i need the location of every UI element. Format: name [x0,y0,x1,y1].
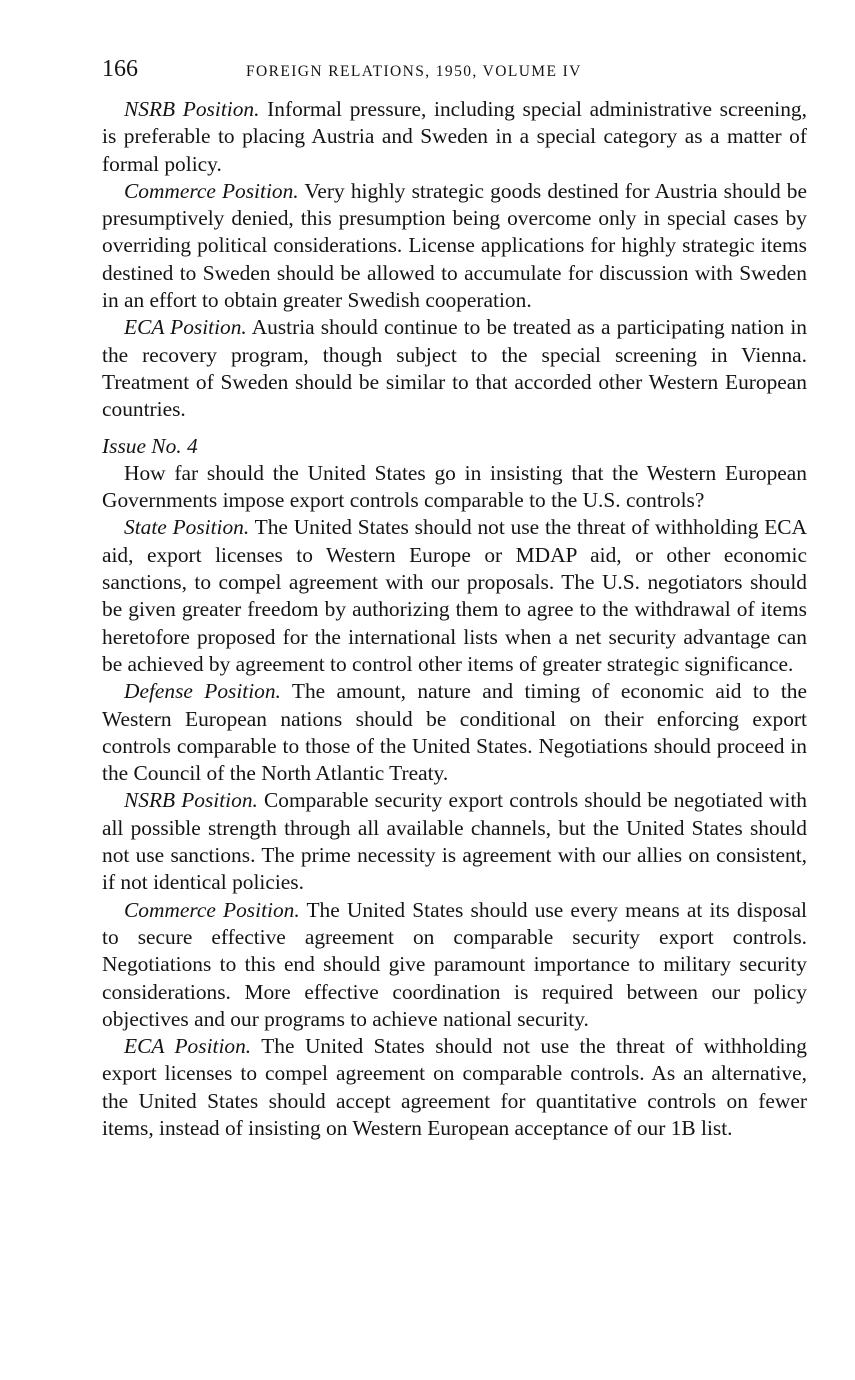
position-label: ECA Position. [124,1034,252,1059]
position-label: Commerce Position. [124,897,300,922]
issue-question: How far should the United States go in insisting that the Western European Governments impose export controls comparable to the U.S. controls? [102,460,807,513]
position-text: Very highly strategic goods destined for Austria should be presumptively denied, this presumption being overcome only in special cases by overriding political considerations. License applications for highly strategic items destined to Sweden should be allowed to accumulate for discussion with Sweden in an effort to obtain greater Swedish cooperation. [102,178,807,313]
issue-heading: Issue No. 4 [102,433,198,458]
position-text: The United States should not use the threat of withholding export licenses to compel agreement on comparable controls. As an alternative, the United States should accept agreement for quantitative controls on fewer items, instead of insisting on Western European acceptance of our 1B list. [102,1034,807,1140]
running-head: FOREIGN RELATIONS, 1950, VOLUME IV [246,63,582,80]
document-page [102,56,807,1142]
position-text: Austria should continue to be treated as a participating nation in the recovery program, though subject to the special screening in Vienna. Treatment of Sweden should be similar to that accorded other Western European countries. [102,315,807,422]
position-text: The United States should use every means at its disposal to secure effective agreement on comparable security export controls. Negotiations to this end should give paramount importance to military security considerations. More effective coordination is required between our policy objectives and our programs to achieve national security. [102,897,808,1031]
page-header [102,56,807,96]
position-text: Comparable security export controls should be negotiated with all possible strength through all available channels, but the United States should not use sanctions. The prime necessity is agreement with our allies on consistent, if not identical policies. [102,788,807,895]
position-text: Informal pressure, including special administrative screening, is preferable to placing Austria and Sweden in a special category as a matter of formal policy. [102,97,807,176]
commerce-position-paragraph [102,178,807,314]
position-label: NSRB Position. [124,97,260,121]
state-position-paragraph [102,514,807,678]
eca-position-paragraph [102,1033,807,1142]
position-label: NSRB Position. [124,788,258,813]
position-text: The amount, nature and timing of economic aid to the Western European nations should be conditional on their enforcing export controls comparable to those of the United States. Negotiations should proceed in the Council of the North Atlantic Treaty. [102,679,807,786]
page-number: 166 [102,56,138,82]
defense-position-paragraph [102,678,807,787]
nsrb-position-paragraph [102,96,807,178]
position-label: Defense Position. [124,679,281,704]
position-text: The United States should not use the threat of withholding ECA aid, export licenses to Western Europe or MDAP aid, or other economic sanctions, to compel agreement with our proposals. The U.S. negotiators should be given greater freedom by authorizing them to agree to the withdrawal of items heretofore proposed for the international lists when a net security advantage can be achieved by agreement to control other items of greater strategic significance. [102,515,807,676]
eca-position-paragraph [102,314,807,423]
nsrb-position-paragraph [102,787,807,896]
position-label: State Position. [124,515,250,540]
position-label: ECA Position. [124,315,247,340]
commerce-position-paragraph [102,897,807,1033]
position-label: Commerce Position. [124,178,299,203]
